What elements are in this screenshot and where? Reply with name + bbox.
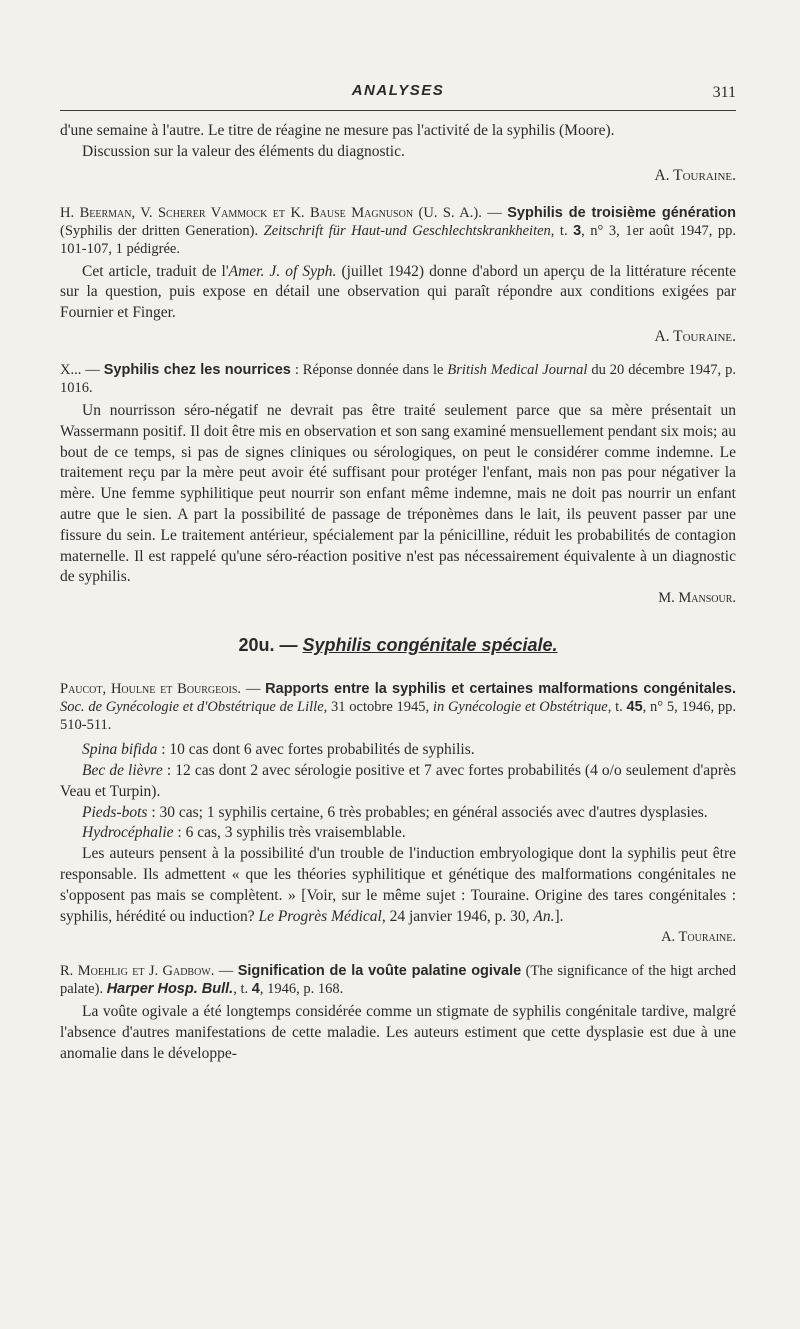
article-title: Syphilis chez les nourrices (103, 361, 291, 378)
malformation-text: : 10 cas dont 6 avec fortes probabilités de syphilis. (157, 741, 475, 759)
malformation-text: : 12 cas dont 2 avec sérologie positive et 7 avec fortes probabilités (4 o/o seulement d'après Veau et Turpin). (60, 761, 736, 800)
list-item (60, 761, 736, 803)
volume-prefix: , t. (550, 222, 574, 239)
malformation-term: Bec de lièvre (82, 761, 163, 779)
reference-connector: : Réponse donnée dans le (290, 361, 448, 378)
section-heading (60, 635, 736, 656)
reference-details: 31 octobre 1945, (327, 699, 433, 716)
malformation-term: Spina bifida (82, 741, 158, 759)
list-item (60, 803, 736, 824)
cited-abbrev: An. (533, 907, 555, 925)
journal-name: Zeitschrift für Haut-und Geschlechtskrankheiten (263, 222, 551, 239)
volume-number: 4 (251, 981, 260, 998)
journal-name: British Medical Journal (447, 361, 588, 378)
abstract-text: (juillet 1942) donne d'abord un aperçu de la littérature récente sur la question, puis expose en détail une observation qui paraît répondre aux conditions exigées par Fournier et Finger. (60, 262, 737, 322)
volume-prefix: , t. (607, 699, 627, 716)
dash: — (214, 963, 238, 980)
article-title: Signification de la voûte palatine ogivale (237, 963, 522, 980)
malformation-term: Pieds-bots (82, 803, 148, 821)
running-title: ANALYSES (351, 82, 445, 99)
list-item (60, 740, 736, 761)
list-item (60, 823, 736, 844)
journal-name: Harper Hosp. Bull. (106, 981, 234, 998)
discussion-paragraph: Discussion sur la valeur des éléments du diagnostic. (82, 142, 405, 160)
signature: A. Touraine. (661, 929, 736, 946)
reference-entry (60, 204, 736, 258)
reference-details: du 20 décembre 1947, p. 1016. (60, 361, 736, 396)
signature: A. Touraine. (654, 327, 736, 345)
reference-entry (60, 361, 736, 397)
running-header (60, 78, 736, 106)
society-name: Soc. de Gynécologie et d'Obstétrique de Lille, (60, 699, 328, 716)
article-title: Rapports entre la syphilis et certaines malformations congénitales. (265, 681, 737, 698)
malformation-text: : 6 cas, 3 syphilis très vraisemblable. (173, 824, 406, 842)
dash: — (241, 681, 266, 698)
reference-origin: (U. S. A.). — (413, 204, 508, 221)
malformation-term: Hydrocéphalie (82, 824, 174, 842)
reference-entry (60, 680, 736, 734)
reference-authors: H. Beerman, V. Scherer Vammock et K. Bause Magnuson (60, 204, 414, 221)
reference-details: , n° 5, 1946, pp. 510-511. (60, 699, 736, 734)
reference-authors: R. Moehlig et J. Gadbow. (60, 963, 215, 980)
abstract-text: Cet article, traduit de l' (82, 262, 229, 280)
section-title: Syphilis congénitale spéciale. (302, 635, 558, 656)
conclusion-text: , 24 janvier 1946, p. 30, (381, 907, 534, 925)
abstract-paragraph (60, 262, 736, 324)
continuation-paragraph: d'une semaine à l'autre. Le titre de réagine ne mesure pas l'activité de la syphilis (Moore). (60, 122, 615, 139)
volume-number: 3 (573, 222, 582, 239)
page-number: 311 (712, 84, 736, 101)
conclusion-paragraph (60, 844, 736, 927)
article-translation: (The significance of the higt arched palate). (60, 963, 736, 998)
abstract-paragraph: La voûte ogivale a été longtemps considérée comme un stigmate de syphilis congénitale tardive, malgré l'absence d'autres manifestations de cette maladie. Les auteurs estiment que cette dysplasie est due à une anomalie dans le développe- (60, 1003, 736, 1062)
reference-authors: X... — (60, 361, 104, 378)
journal-name: in Gynécologie et Obstétrique (432, 699, 608, 716)
cited-journal: Amer. J. of Syph. (228, 262, 337, 280)
volume-number: 45 (626, 699, 643, 716)
document-page (60, 78, 736, 1065)
reference-details: , n° 3, 1er août 1947, pp. 101-107, 1 pédigrée. (60, 222, 736, 257)
article-title: Syphilis de troisième génération (507, 204, 736, 221)
cited-journal: Le Progrès Médical (258, 907, 382, 925)
malformation-text: : 30 cas; 1 syphilis certaine, 6 très probables; en général associés avec d'autres dysplasies. (147, 803, 708, 821)
signature: A. Touraine. (654, 166, 736, 184)
article-translation: (Syphilis der dritten Generation). (60, 222, 264, 239)
conclusion-text: ]. (554, 907, 564, 925)
section-number: 20u. — (238, 635, 303, 656)
reference-details: , 1946, p. 168. (259, 981, 344, 998)
conclusion-text: Les auteurs pensent à la possibilité d'un trouble de l'induction embryologique dont la syphilis peut être responsable. Ils admettent « que les théories syphilitique et génétique des malformations congénitales ne s'opposent pas mais se complètent. » [Voir, sur le même sujet : Touraine. Origine des tares congénitales : syphilis, hérédité ou induction? (60, 845, 736, 925)
abstract-paragraph: Un nourrisson séro-négatif ne devrait pas être traité seulement parce que sa mère présentait un Wassermann positif. Il doit être mis en observation et son sang examiné mensuellement pendant six mois; au bout de ce temps, si pas de signes cliniques ou sérologiques, on peut le considérer comme indemne. Le traitement reçu par la mère peut avoir été suffisant pour protéger l'enfant, mais non pas pour négativer la mère. Une femme syphilitique peut nourrir son enfant même indemne, mais ne doit pas nourrir un enfant autre que le sien. A part la possibilité de passage de tréponèmes dans le lait, ils peuvent passer par une fissure du sein. Le traitement antérieur, spécialement par la pénicilline, réduit les probabilités de contagion maternelle. Il est rappelé qu'une séro-réaction positive n'est pas nécessairement équivalente à un diagnostic de syphilis. (60, 401, 736, 586)
volume-prefix: , t. (233, 981, 252, 998)
signature: M. Mansour. (658, 590, 736, 607)
reference-entry (60, 962, 736, 998)
reference-authors: Paucot, Houlne et Bourgeois. (60, 681, 242, 698)
